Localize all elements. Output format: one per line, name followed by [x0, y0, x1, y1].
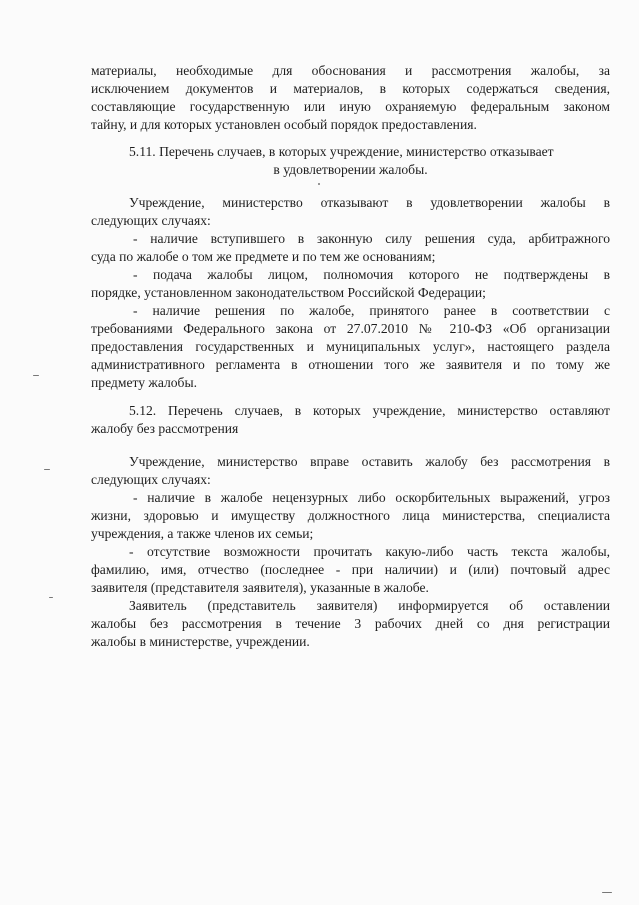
text-line: административного регламента в отношении того же заявителя и по тому же: [91, 357, 610, 372]
heading-line: 5.12. Перечень случаев, в которых учреждение, министерство оставляют: [129, 403, 610, 418]
text-line: жалобы в министерстве, учреждении.: [91, 634, 310, 649]
list-item: - подача жалобы лицом, полномочия которого не подтверждены в: [133, 267, 610, 282]
text-line: следующих случаях:: [91, 213, 211, 228]
text-line: суда по жалобе о том же предмете и по тем же основаниям;: [91, 249, 436, 264]
text-line: исключением документов и материалов, в которых содержаться сведения,: [91, 81, 610, 96]
list-item: - наличие в жалобе нецензурных либо оскорбительных выражений, угроз: [133, 490, 610, 505]
text-line: Заявитель (представитель заявителя) информируется об оставлении: [129, 598, 610, 613]
text-line: фамилию, имя, отчество (последнее - при наличии) и (или) почтовый адрес: [91, 562, 610, 577]
text-line: заявителя (представителя заявителя), указанные в жалобе.: [91, 580, 429, 595]
list-item: - наличие решения по жалобе, принятого ранее в соответствии с: [133, 303, 610, 318]
text-line: составляющие государственную или иную охраняемую федеральным законом: [91, 99, 610, 114]
list-item: - отсутствие возможности прочитать какую-либо часть текста жалобы,: [129, 544, 610, 559]
text-line: жизни, здоровью и имуществу должностного лица министерства, специалиста: [91, 508, 610, 523]
text-line: жалобы без рассмотрения в течение 3 рабочих дней со дня регистрации: [91, 616, 610, 631]
text-line: Учреждение, министерство отказывают в удовлетворении жалобы в: [129, 195, 610, 210]
scan-speck: [33, 375, 39, 376]
scan-speck: [44, 469, 50, 470]
text-line: материалы, необходимые для обоснования и рассмотрения жалобы, за: [91, 63, 610, 78]
scan-speck: [318, 183, 320, 185]
list-item: - наличие вступившего в законную силу решения суда, арбитражного: [133, 231, 610, 246]
text-line: предоставления государственных и муниципальных услуг», настоящего раздела: [91, 339, 610, 354]
heading-line: в удовлетворении жалобы.: [273, 162, 428, 177]
heading-line: жалобу без рассмотрения: [91, 421, 239, 436]
text-line: тайну, и для которых установлен особый порядок предоставления.: [91, 117, 477, 132]
text-line: следующих случаях:: [91, 472, 211, 487]
scan-speck: [602, 892, 612, 893]
text-line: учреждения, а также членов их семьи;: [91, 526, 314, 541]
heading-line: 5.11. Перечень случаев, в которых учреждение, министерство отказывает: [129, 144, 554, 159]
text-line: предмету жалобы.: [91, 375, 198, 390]
text-line: порядке, установленном законодательством Российской Федерации;: [91, 285, 486, 300]
text-line: требованиями Федерального закона от 27.07.2010 № 210-ФЗ «Об организации: [91, 321, 610, 336]
scan-speck: [49, 597, 53, 598]
text-line: Учреждение, министерство вправе оставить жалобу без рассмотрения в: [129, 454, 610, 469]
